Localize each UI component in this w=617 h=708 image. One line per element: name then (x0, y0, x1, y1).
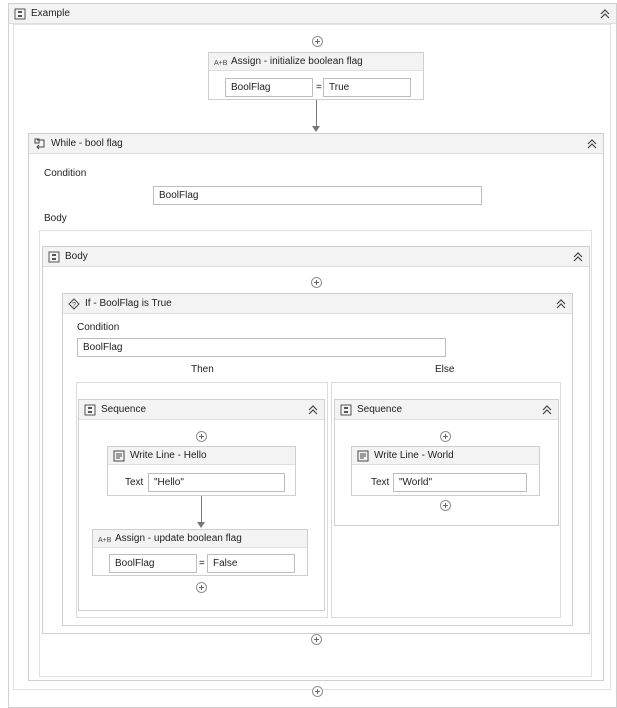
write-line-hello-title: Write Line - Hello (130, 450, 207, 461)
sequence-body-title: Body (65, 251, 88, 262)
sequence-example-title: Example (31, 8, 70, 19)
write-line-world-title: Write Line - World (374, 450, 454, 461)
sequence-icon (340, 404, 352, 416)
write-line-text-field[interactable]: "World" (393, 473, 527, 492)
sequence-then-title: Sequence (101, 404, 147, 415)
collapse-icon[interactable] (599, 8, 611, 20)
assign-to-field[interactable]: BoolFlag (109, 554, 197, 573)
flow-arrowhead (197, 522, 205, 528)
if-condition-label: Condition (77, 322, 120, 333)
sequence-else-header[interactable] (335, 400, 558, 420)
assign-initialize-header (209, 53, 423, 71)
flow-arrow (201, 496, 202, 522)
add-activity-icon[interactable] (312, 36, 323, 47)
collapse-icon[interactable] (555, 298, 567, 310)
write-line-icon (113, 450, 125, 462)
while-icon (34, 138, 46, 150)
assign-update[interactable] (92, 529, 308, 576)
while-condition-label: Condition (44, 168, 87, 179)
assign-update-header (93, 530, 307, 548)
while-body-label: Body (44, 213, 67, 224)
assign-equals: = (199, 558, 205, 569)
add-activity-icon[interactable] (311, 277, 322, 288)
write-line-icon (357, 450, 369, 462)
collapse-icon[interactable] (541, 404, 553, 416)
write-line-text-label: Text (125, 477, 144, 488)
collapse-icon[interactable] (307, 404, 319, 416)
add-activity-icon[interactable] (440, 500, 451, 511)
assign-equals: = (316, 82, 322, 93)
collapse-icon[interactable] (572, 251, 584, 263)
write-line-text-label: Text (371, 477, 390, 488)
add-activity-icon[interactable] (311, 634, 322, 645)
write-line-world-header (352, 447, 539, 465)
flow-arrow (316, 100, 317, 126)
add-activity-icon[interactable] (196, 582, 207, 593)
svg-text:A+B: A+B (214, 60, 228, 67)
while-title: While - bool flag (51, 138, 123, 149)
if-header[interactable] (63, 294, 572, 314)
assign-initialize-title: Assign - initialize boolean flag (231, 56, 363, 67)
sequence-example-header[interactable] (9, 4, 616, 24)
flow-arrowhead (312, 126, 320, 132)
assign-value-field[interactable]: True (323, 78, 411, 97)
sequence-icon (84, 404, 96, 416)
if-then-label: Then (191, 364, 214, 375)
write-line-text-field[interactable]: "Hello" (148, 473, 285, 492)
if-icon (68, 298, 80, 310)
collapse-icon[interactable] (586, 138, 598, 150)
write-line-world[interactable] (351, 446, 540, 496)
svg-text:A+B: A+B (98, 537, 112, 544)
assign-icon (98, 533, 112, 545)
assign-to-field[interactable]: BoolFlag (225, 78, 313, 97)
sequence-icon (14, 8, 26, 20)
assign-value-field[interactable]: False (207, 554, 295, 573)
sequence-body-header[interactable] (43, 247, 589, 267)
svg-text:?: ? (72, 302, 76, 309)
write-line-hello[interactable] (107, 446, 296, 496)
sequence-else-title: Sequence (357, 404, 403, 415)
assign-initialize[interactable] (208, 52, 424, 100)
if-title: If - BoolFlag is True (85, 298, 172, 309)
add-activity-icon[interactable] (440, 431, 451, 442)
add-activity-icon[interactable] (196, 431, 207, 442)
while-header[interactable] (29, 134, 603, 154)
assign-icon (214, 56, 228, 68)
sequence-icon (48, 251, 60, 263)
write-line-hello-header (108, 447, 295, 465)
if-condition-field[interactable]: BoolFlag (77, 338, 446, 357)
add-activity-icon[interactable] (312, 686, 323, 697)
if-else-label: Else (435, 364, 455, 375)
while-condition-field[interactable]: BoolFlag (153, 186, 482, 205)
assign-update-title: Assign - update boolean flag (115, 533, 242, 544)
sequence-then-header[interactable] (79, 400, 324, 420)
